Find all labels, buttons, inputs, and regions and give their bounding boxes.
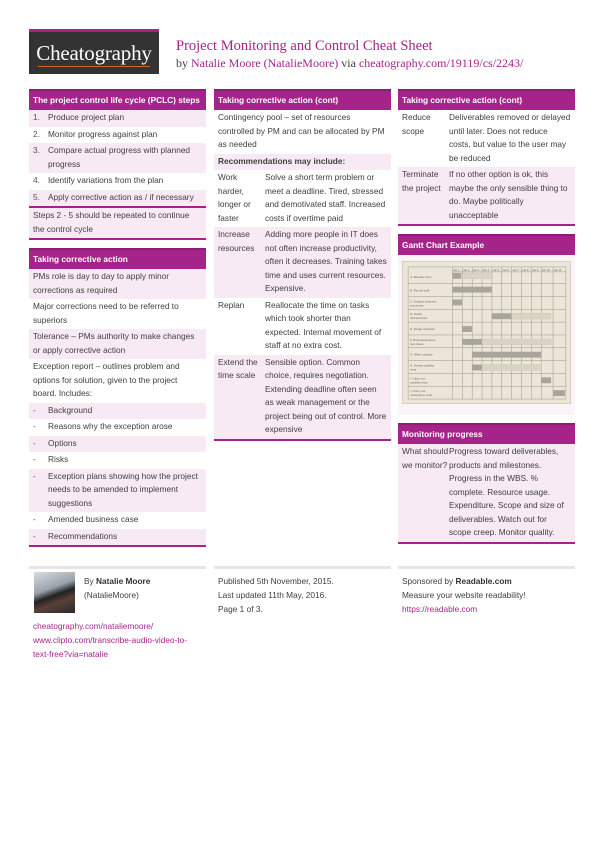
table-row — [398, 167, 575, 224]
svg-text:wk 7: wk 7 — [512, 267, 519, 272]
bullet-text: Reasons why the exception arose — [48, 421, 173, 431]
row-key: Reduce scope — [402, 112, 431, 136]
byline — [176, 56, 523, 71]
sponsor-tagline: Measure your website readability! — [402, 590, 526, 600]
dash-icon: - — [33, 421, 36, 431]
svg-text:H. Devise usability: H. Devise usability — [410, 363, 435, 368]
footer-divider — [398, 566, 575, 569]
footer-divider — [29, 566, 206, 569]
block-title: Taking corrective action (cont) — [398, 89, 575, 110]
bullet-item — [29, 403, 206, 420]
row-text: PMs role is day to day to apply minor corrections as required — [33, 271, 170, 295]
bullet-item — [29, 452, 206, 469]
bullet-text: Options — [48, 437, 77, 448]
svg-text:wk 8: wk 8 — [522, 267, 529, 272]
svg-text:processes: processes — [410, 303, 424, 308]
corrective-action-cont-block — [214, 89, 391, 441]
list-item — [29, 173, 206, 190]
by-label: by — [176, 56, 191, 70]
bullet-item — [29, 469, 206, 513]
pclc-note — [29, 208, 206, 238]
step-text: Identify variations from the plan — [48, 175, 164, 185]
svg-text:J. Carry out: J. Carry out — [410, 389, 426, 394]
svg-text:wk 10: wk 10 — [542, 267, 550, 272]
svg-text:wk 6: wk 6 — [502, 267, 509, 272]
sponsor-label: Sponsored by — [402, 576, 456, 586]
clipto-link[interactable]: www.clipto.com/transcribe-audio-video-to-text-free?via=natalie — [33, 635, 188, 659]
table-row — [214, 170, 391, 227]
table-row — [214, 298, 391, 355]
step-number: 1. — [33, 112, 40, 122]
row-text: Tolerance – PMs authority to make changes or apply corrective action — [33, 331, 195, 355]
bullet-text: Risks — [48, 454, 69, 464]
row-value: If no other option is ok, this maybe the only sensible thing to do. Maybe politically unacceptable — [449, 169, 568, 220]
bullet-item — [29, 419, 206, 436]
svg-text:usability tests: usability tests — [410, 380, 428, 385]
svg-text:wk 5: wk 5 — [492, 267, 499, 272]
dash-icon: - — [33, 454, 36, 464]
row-value: Adding more people in IT does not often increase productivity, often it decreases. Training takes time and uses current resources. Expensive. — [265, 229, 387, 293]
pclc-block — [29, 89, 206, 240]
row-key: Increase resources — [218, 229, 255, 253]
step-text: Apply corrective action as / if necessary — [48, 191, 194, 202]
svg-text:acceptance tests: acceptance tests — [410, 393, 433, 398]
note-text: Steps 2 - 5 should be repeated to continue the control cycle — [33, 210, 190, 234]
published-date: Published 5th November, 2015. — [218, 576, 334, 586]
bullet-item — [29, 529, 206, 546]
author-links — [33, 619, 203, 661]
block-title: Monitoring progress — [398, 423, 575, 444]
corrective-action-cont2-block — [398, 89, 575, 226]
step-text: Compare actual progress with planned progress — [48, 145, 191, 169]
svg-text:wk 9: wk 9 — [532, 267, 539, 272]
svg-text:wk 4: wk 4 — [483, 267, 490, 272]
row-value: Reallocate the time on tasks which took shorter than expected. Internal movement of staff at no extra cost. — [265, 299, 382, 350]
row-text: Major corrections need to be referred to superiors — [33, 301, 179, 325]
author-name: Natalie Moore — [96, 576, 151, 586]
column-3 — [398, 89, 575, 552]
block-title: The project control life cycle (PCLC) steps — [29, 89, 206, 110]
row-key: What should we monitor? — [402, 446, 449, 470]
step-number: 2. — [33, 128, 40, 139]
bullet-text: Amended business case — [48, 514, 139, 524]
svg-text:G. Write software: G. Write software — [410, 352, 433, 357]
dash-icon: - — [33, 514, 36, 524]
svg-text:infrastructure: infrastructure — [410, 316, 428, 321]
row-text: Exception report – outlines problem and options for solution, given to the project board. Includes: — [33, 361, 180, 398]
bullet-item — [29, 512, 206, 529]
bullet-text: Exception plans showing how the project needs to be amended to implement suggestions — [48, 470, 198, 508]
column-1 — [29, 89, 206, 555]
svg-text:test cases: test cases — [410, 341, 424, 346]
author-handle: (NatalieMoore) — [84, 590, 139, 600]
list-item — [29, 143, 206, 173]
logo-underline — [38, 66, 149, 67]
svg-text:wk 11: wk 11 — [554, 267, 562, 272]
block-title: Taking corrective action — [29, 248, 206, 269]
list-item — [214, 110, 391, 154]
author-info — [84, 574, 150, 602]
dash-icon: - — [33, 404, 36, 415]
svg-text:C. Analyse business: C. Analyse business — [410, 299, 437, 304]
row-key: Replan — [218, 299, 245, 310]
monitoring-progress-block — [398, 423, 575, 544]
svg-text:B. Recruit staff: B. Recruit staff — [410, 288, 430, 293]
author-avatar[interactable] — [34, 572, 75, 613]
footer-divider — [214, 566, 391, 569]
list-item — [29, 359, 206, 403]
list-item — [29, 190, 206, 207]
table-row — [398, 110, 575, 167]
logo-text: Cheatography — [36, 40, 152, 65]
list-item — [29, 127, 206, 144]
row-key: Extend the time scale — [218, 356, 258, 380]
row-text: Contingency pool – set of resources controlled by PM and can be allocated by PM as needed — [218, 112, 385, 149]
table-row — [398, 444, 575, 542]
row-value: Sensible option. Common choice, requires negotiation. Extending deadline often seen as weak management or the project being out of control. More expensive — [265, 356, 387, 434]
list-item — [29, 110, 206, 127]
subheading-text: Recommendations may include: — [218, 155, 346, 166]
step-number: 3. — [33, 145, 40, 155]
row-value: Solve a short term problem or meet a deadline. Tired, stressed and demotivated staff. Increased costs if overtime paid — [265, 172, 386, 223]
block-title: Gantt Chart Example — [398, 234, 575, 255]
row-value: Progress toward deliverables, products and milestones. Progress in the WBS. % complete. Resource usage. Expenditure. Scope and size of deliverables. Watch out for scope creep. Monitor quality. — [449, 446, 564, 537]
sheet-url-link[interactable]: cheatography.com/19119/cs/2243/ — [358, 56, 524, 70]
step-number: 4. — [33, 175, 40, 185]
dash-icon: - — [33, 530, 36, 541]
publish-info — [218, 574, 334, 616]
corrective-action-block — [29, 248, 206, 547]
author-profile-link[interactable]: cheatography.com/nataliemoore/ — [33, 621, 154, 631]
row-key: Work harder, longer or faster — [218, 172, 251, 223]
svg-text:wk 3: wk 3 — [473, 267, 480, 272]
author-link[interactable]: Natalie Moore (NatalieMoore) — [191, 56, 339, 70]
sponsor-info — [402, 574, 526, 616]
svg-text:F. Draft acceptance: F. Draft acceptance — [410, 337, 436, 342]
subheading — [214, 154, 391, 171]
gantt-block — [398, 234, 575, 415]
updated-date: Last updated 11th May, 2016. — [218, 590, 327, 600]
by-label: By — [84, 576, 96, 586]
svg-text:tests: tests — [410, 367, 417, 372]
bullet-item — [29, 436, 206, 453]
list-item — [29, 299, 206, 329]
step-number: 5. — [33, 191, 40, 202]
page-number: Page 1 of 3. — [218, 604, 263, 614]
block-title: Taking corrective action (cont) — [214, 89, 391, 110]
gantt-image-wrap — [398, 255, 575, 415]
dash-icon: - — [33, 470, 36, 481]
bullet-text: Recommendations — [48, 530, 118, 541]
sponsor-link[interactable]: https://readable.com — [402, 604, 478, 614]
svg-text:E. Design interface: E. Design interface — [410, 327, 435, 332]
cheatography-logo[interactable] — [29, 29, 159, 74]
list-item — [29, 329, 206, 359]
row-key: Terminate the project — [402, 169, 441, 193]
svg-text:D. Install: D. Install — [410, 312, 422, 317]
svg-text:wk 1: wk 1 — [453, 267, 460, 272]
page-title: Project Monitoring and Control Cheat Sheet — [176, 38, 433, 54]
bullet-text: Background — [48, 404, 93, 415]
table-row — [214, 355, 391, 439]
sponsor-name: Readable.com — [455, 576, 512, 586]
dash-icon: - — [33, 437, 36, 448]
gantt-chart-image — [402, 261, 571, 404]
svg-text:A. Allocate room: A. Allocate room — [410, 274, 432, 279]
svg-text:I. Carry out: I. Carry out — [410, 376, 425, 381]
list-item — [29, 269, 206, 299]
row-value: Deliverables removed or delayed until later. Does not reduce costs, but value to the user may be reduced — [449, 112, 571, 163]
column-2 — [214, 89, 391, 449]
step-text: Produce project plan — [48, 112, 125, 122]
step-text: Monitor progress against plan — [48, 128, 158, 139]
svg-text:wk 2: wk 2 — [463, 267, 470, 272]
via-label: via — [338, 56, 359, 70]
table-row — [214, 227, 391, 298]
